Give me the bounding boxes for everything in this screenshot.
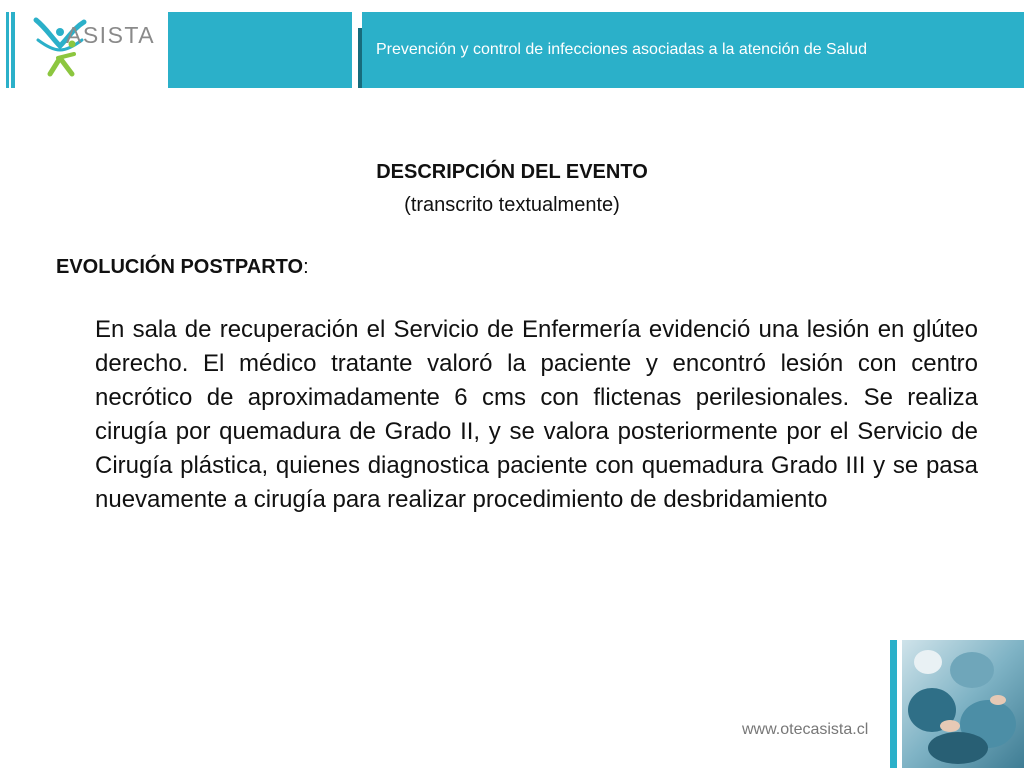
body-paragraph: En sala de recuperación el Servicio de Enfermería evidenció una lesión en glúteo derecho. El médico tratante valoró la paciente y encontró lesión con centro necrótico de aproximadamente 6 cms con flictenas perilesionales. Se realiza cirugía por quemadura de Grado II, y se valora posteriormente por el Servicio de Cirugía plástica, quienes diagnostica paciente con quemadura Grado III y se pasa nuevamente a cirugía para realizar procedimiento de desbridamiento (95, 316, 978, 513)
footer-accent-bar (890, 640, 897, 768)
section-heading-colon: : (303, 256, 309, 278)
header-divider-line (358, 28, 362, 88)
section-heading-text: EVOLUCIÓN POSTPARTO (56, 256, 304, 278)
logo-text: ASISTA (66, 22, 156, 48)
footer-url: www.otecasista.cl (742, 721, 869, 738)
surgery-photo-icon (902, 640, 1024, 768)
header-title: Prevención y control de infecciones asociadas a la atención de Salud (376, 41, 867, 58)
slide-title: DESCRIPCIÓN DEL EVENTO (376, 161, 648, 183)
header-left-accent-bar (6, 12, 15, 88)
section-heading (56, 256, 309, 279)
slide-subtitle: (transcrito textualmente) (404, 194, 620, 216)
